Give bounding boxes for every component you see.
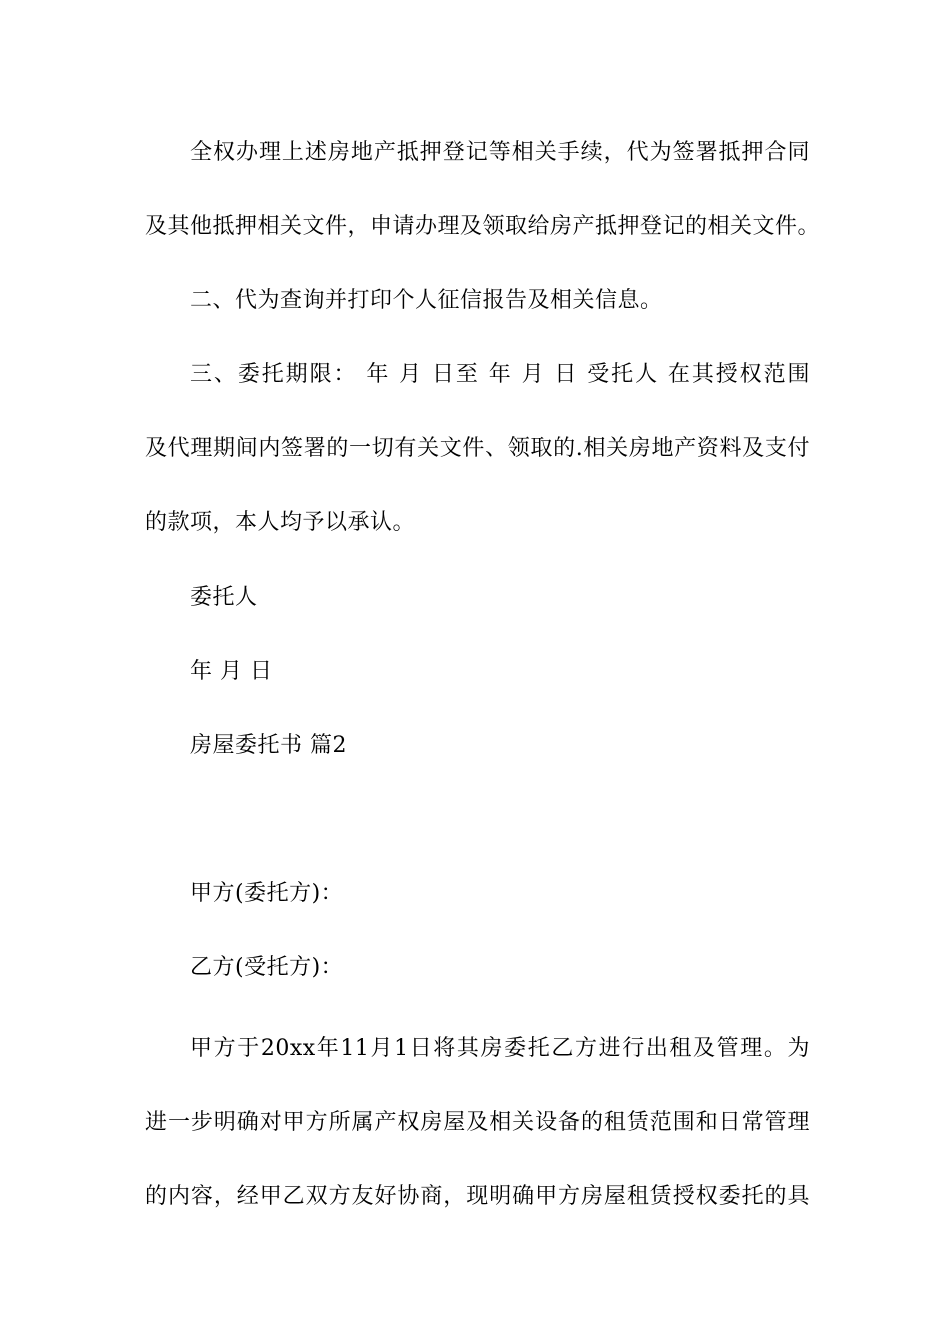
paragraph-line: 的款项，本人均予以承认。 (145, 510, 416, 535)
signature-label: 委托人 (190, 585, 258, 610)
paragraph-line: 二、代为查询并打印个人征信报告及相关信息。 (190, 288, 663, 313)
date-line: 年 月 日 (190, 659, 273, 684)
paragraph-line: 及其他抵押相关文件，申请办理及领取给房产抵押登记的相关文件。 (145, 214, 821, 239)
paragraph-line: 进一步明确对甲方所属产权房屋及相关设备的租赁范围和日常管理 (145, 1110, 810, 1135)
section-heading: 房屋委托书 篇2 (190, 733, 347, 758)
paragraph-line: 三、委托期限： 年 月 日至 年 月 日 受托人 在其授权范围 (190, 362, 810, 387)
party-b-label: 乙方(受托方)： (190, 955, 344, 980)
paragraph-line: 的内容，经甲乙双方友好协商，现明确甲方房屋租赁授权委托的具 (145, 1184, 810, 1209)
paragraph-line: 甲方于20xx年11月1日将其房委托乙方进行出租及管理。为 (190, 1036, 810, 1061)
party-a-label: 甲方(委托方)： (190, 881, 344, 906)
paragraph-line: 全权办理上述房地产抵押登记等相关手续，代为签署抵押合同 (190, 140, 810, 165)
paragraph-line: 及代理期间内签署的一切有关文件、领取的.相关房地产资料及支付 (145, 436, 810, 461)
